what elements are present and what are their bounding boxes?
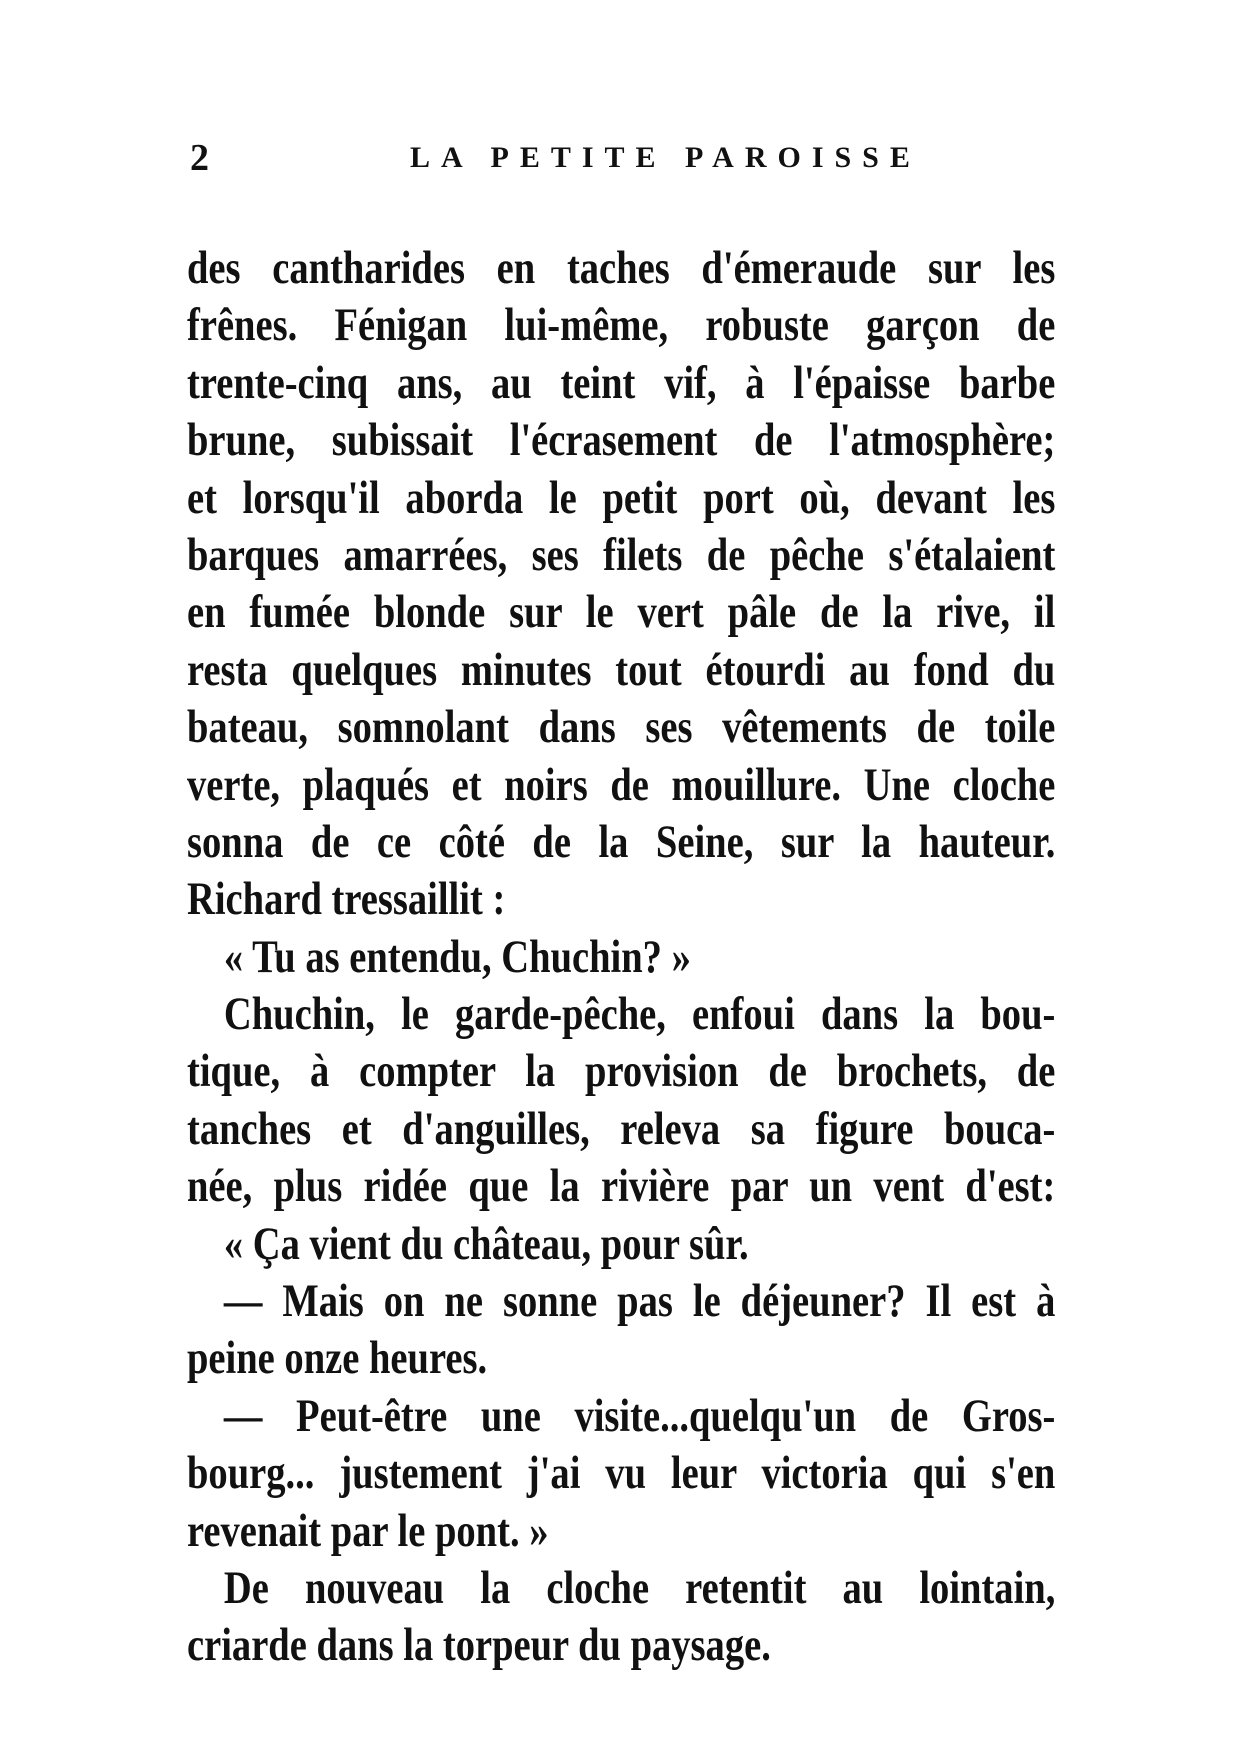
text-line: bourg... justement j'ai vu leur victoria qui s'en — [187, 1447, 1056, 1500]
text-line: verte, plaqués et noirs de mouillure. Une cloche — [187, 758, 1056, 811]
text-line: « Ça vient du château, pour sûr. — [223, 1217, 749, 1270]
text-line: revenait par le pont. » — [187, 1504, 549, 1557]
text-line: criarde dans la torpeur du paysage. — [187, 1619, 771, 1672]
text-line: et lorsqu'il aborda le petit port où, devant les — [187, 471, 1056, 524]
text-line: des cantharides en taches d'émeraude sur les — [187, 242, 1056, 294]
text-line: resta quelques minutes tout étourdi au fond du — [187, 643, 1056, 696]
text-line: Richard tressaillit : — [187, 873, 506, 926]
running-title: LA PETITE PAROISSE — [410, 141, 921, 174]
text-line: peine onze heures. — [187, 1332, 488, 1385]
text-line: bateau, somnolant dans ses vêtements de toile — [187, 701, 1056, 754]
text-line: sonna de ce côté de la Seine, sur la hauteur. — [187, 815, 1056, 868]
page-header — [0, 128, 1241, 188]
text-line: en fumée blonde sur le vert pâle de la rive, il — [187, 586, 1056, 639]
text-line: — Peut-être une visite...quelqu'un de Gros- — [223, 1389, 1056, 1442]
text-line: — Mais on ne sonne pas le déjeuner? Il est à — [223, 1275, 1056, 1328]
text-line: barques amarrées, ses filets de pêche s'étalaient — [187, 528, 1056, 581]
text-line: brune, subissait l'écrasement de l'atmosphère; — [187, 414, 1056, 467]
text-line: frênes. Fénigan lui-même, robuste garçon de — [187, 299, 1056, 352]
text-line: née, plus ridée que la rivière par un vent d'est: — [187, 1160, 1056, 1213]
body-text — [187, 240, 1055, 1675]
text-line: tique, à compter la provision de brochets, de — [187, 1045, 1056, 1098]
text-line: De nouveau la cloche retentit au lointain, — [223, 1561, 1056, 1614]
text-line: trente-cinq ans, au teint vif, à l'épaisse barbe — [187, 356, 1056, 409]
text-line: Chuchin, le garde-pêche, enfoui dans la bou- — [223, 988, 1056, 1041]
text-line: tanches et d'anguilles, releva sa figure bouca- — [187, 1102, 1056, 1155]
text-line: « Tu as entendu, Chuchin? » — [223, 930, 691, 983]
page-number: 2 — [190, 137, 209, 179]
